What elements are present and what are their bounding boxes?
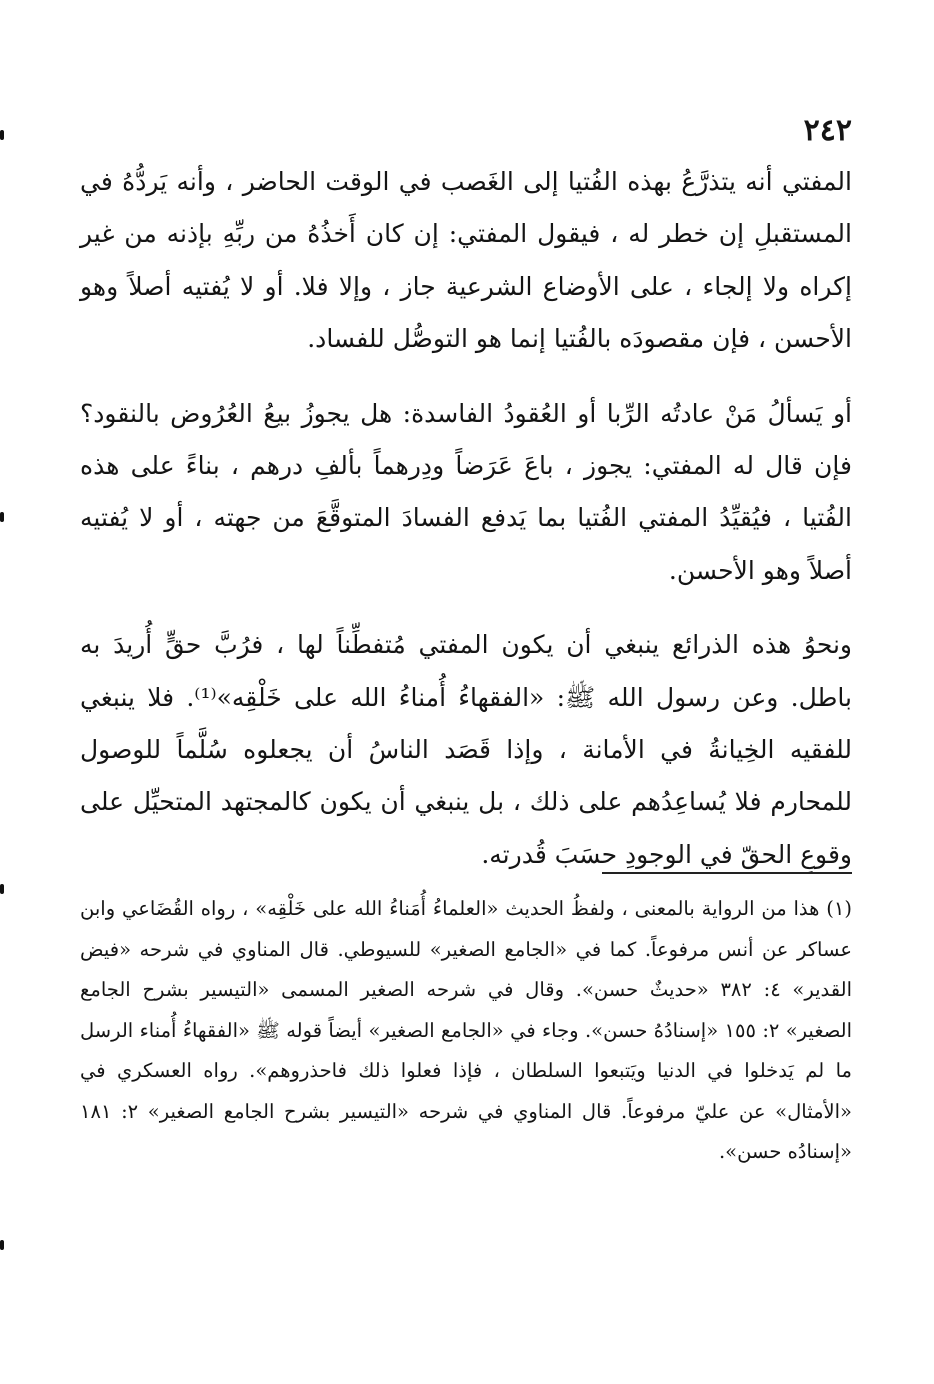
main-text xyxy=(80,156,852,881)
paragraph-2: أو يَسألُ مَنْ عادتُه الرِّبا أو العُقودُ الفاسدة: هل يجوزُ بيعُ العُرُوض بالنقود؟ فإن قال له المفتي: يجوز ، باعَ عَرَضاً ودِرهماً بألفِ درهم ، بناءً على هذه الفُتيا ، فيُقيِّدُ المفتي الفُتيا بما يَدفع الفسادَ المتوقَّعَ من جهته ، أو لا يُفتيه أصلاً وهو الأحسن. xyxy=(80,398,852,585)
footnote xyxy=(80,889,852,1173)
footnote-text: هذا من الرواية بالمعنى ، ولفظُ الحديث «العلماءُ أُمَناءُ الله على خَلْقِه» ، رواه القُضَاعي وابن عساكر عن أنس مرفوعاً. كما في «الجامع الصغير» للسيوطي. قال المناوي في شرحه «فيض القدير» ٤: ٣٨٢ «حديثٌ حسن». وقال في شرحه الصغير المسمى «التيسير بشرح الجامع الصغير» ٢: ١٥٥ «إسنادُهُ حسن». وجاء في «الجامع الصغير» أيضاً قوله ﷺ «الفقهاءُ أُمناء الرسل ما لم يَدخلوا في الدنيا ويَتبعوا السلطان ، فإذا فعلوا ذلك فاحذروهم». رواه العسكري في «الأمثال» عن عليّ مرفوعاً. قال المناوي في شرحه «التيسير بشرح الجامع الصغير» ٢: ١٨١ «إسنادُه حسن». xyxy=(80,897,852,1163)
scan-margin-mark xyxy=(0,130,4,140)
page-number: ٢٤٢ xyxy=(803,113,852,148)
scan-margin-mark xyxy=(0,512,4,522)
footnote-number: (١) xyxy=(826,897,852,920)
scan-margin-mark xyxy=(0,1240,4,1250)
footnote-separator xyxy=(602,872,852,874)
scan-margin-mark xyxy=(0,884,4,894)
paragraph-1: المفتي أنه يتذرَّعُ بهذه الفُتيا إلى الغَصب في الوقت الحاضر ، وأنه يَردُّهُ في المستقبلِ إن خطر له ، فيقول المفتي: إن كان أَخذُهُ من ربِّهِ بإذنه من غير إكراه ولا إلجاء ، على الأوضاع الشرعية جاز ، وإلا فلا. أو لا يُفتيه أصلاً وهو الأحسن ، فإن مقصودَه بالفُتيا إنما هو التوصُّل للفساد. xyxy=(80,167,852,354)
paragraph-3: ونحوُ هذه الذرائع ينبغي أن يكون المفتي مُتفطِّناً لها ، فرُبَّ حقٍّ أُريدَ به باطل. وعن رسول الله ﷺ: «الفقهاءُ أُمناءُ الله على خَلْقِه»⁽¹⁾. فلا ينبغي للفقيه الخِيانةُ في الأمانة ، وإذا قَصَد الناسُ أن يجعلوه سُلَّماً للوصول للمحارم فلا يُساعِدُهم على ذلك ، بل ينبغي أن يكون كالمجتهد المتحيِّل على وقوعِ الحقّ في الوجودِ حسَبَ قُدرته. xyxy=(80,630,852,869)
